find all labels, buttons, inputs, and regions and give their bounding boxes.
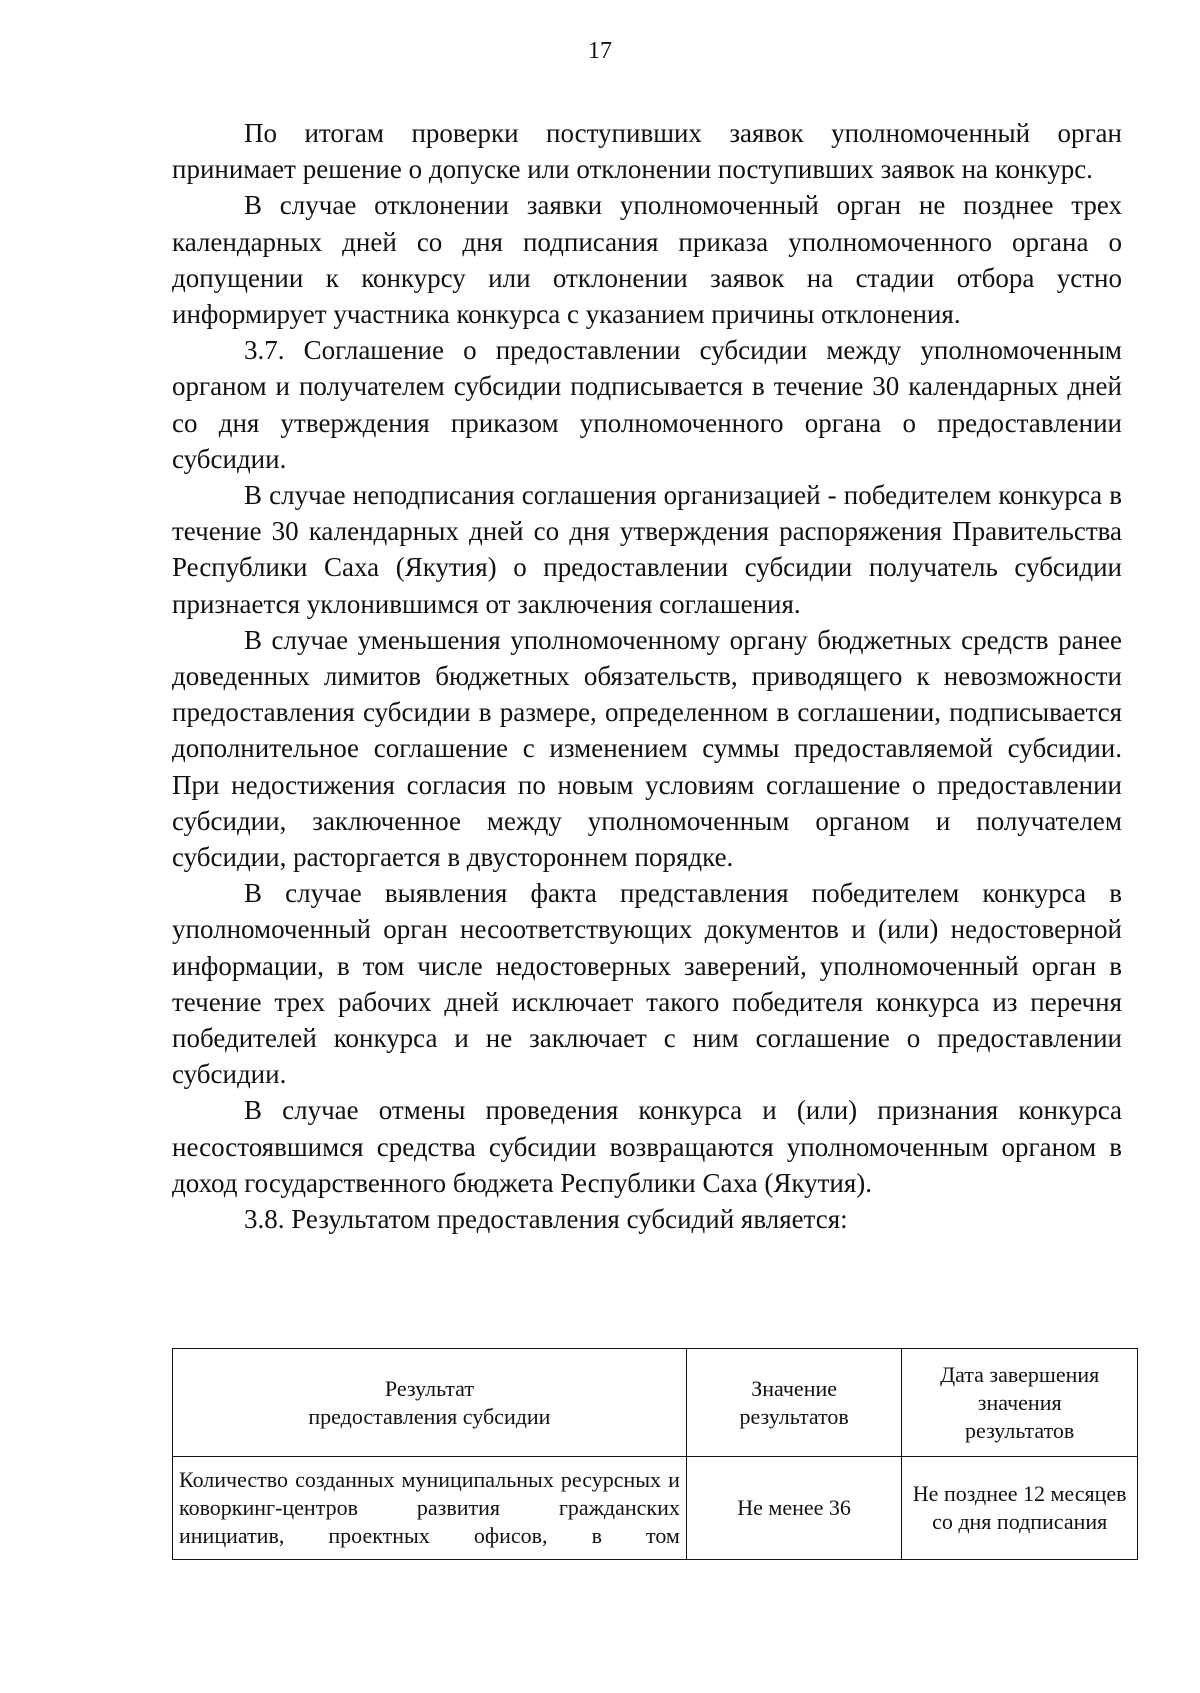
header-date-line: Дата завершения: [940, 1361, 1100, 1387]
paragraph: В случае отклонении заявки уполномоченный орган не позднее трех календарных дней со дня подписания приказа уполномоченного органа о допущении к конкурсу или отклонении заявок на стадии отбора устно информирует участника конкурса с указанием причины отклонения.: [172, 190, 1122, 330]
header-date: [902, 1349, 1138, 1457]
header-result-line: Результат: [384, 1375, 474, 1401]
header-result-line: предоставления субсидии: [308, 1403, 551, 1429]
paragraph: По итогам проверки поступивших заявок уполномоченный орган принимает решение о допуске или отклонении поступивших заявок на конкурс.: [172, 118, 1122, 185]
header-value-line: результатов: [739, 1403, 849, 1429]
table-row: [173, 1457, 1138, 1560]
paragraph: 3.8. Результатом предоставления субсидий является:: [244, 1204, 848, 1235]
header-value: [686, 1349, 902, 1457]
cell-result: Количество созданных муниципальных ресурсных и коворкинг-центров развития гражданских инициатив, проектных офисов, в том: [173, 1457, 687, 1560]
header-result: [173, 1349, 687, 1457]
cell-date: Не позднее 12 месяцев со дня подписания: [902, 1457, 1138, 1560]
paragraph: В случае отмены проведения конкурса и (или) признания конкурса несостоявшимся средства субсидии возвращаются уполномоченным органом в доход государственного бюджета Республики Саха (Якутия).: [172, 1095, 1122, 1198]
header-date-line: результатов: [965, 1417, 1075, 1443]
paragraph: 3.7. Соглашение о предоставлении субсидии между уполномоченным органом и получателем субсидии подписывается в течение 30 календарных дней со дня утверждения приказом уполномоченного органа о предоставлении субсидии.: [172, 335, 1122, 474]
document-body: [172, 115, 1122, 1237]
table-header-row: [173, 1349, 1138, 1457]
paragraph: В случае уменьшения уполномоченному органу бюджетных средств ранее доведенных лимитов бюджетных обязательств, приводящего к невозможности предоставления субсидии в размере, определенном в соглашении, подписывается дополнительное соглашение с изменением суммы предоставляемой субсидии. При недостижения согласия по новым условиям соглашение о предоставлении субсидии, заключенное между уполномоченным органом и получателем субсидии, расторгается в двустороннем порядке.: [172, 624, 1122, 873]
header-value-line: Значение: [751, 1375, 838, 1401]
page-number: 17: [588, 38, 612, 64]
results-table: [172, 1348, 1138, 1560]
cell-value: Не менее 36: [686, 1457, 902, 1560]
header-date-line: значения: [977, 1389, 1062, 1415]
paragraph: В случае неподписания соглашения организацией - победителем конкурса в течение 30 календарных дней со дня утверждения распоряжения Правительства Республики Саха (Якутия) о предоставлении субсидии получатель субсидии признается уклонившимся от заключения соглашения.: [172, 480, 1122, 619]
paragraph: В случае выявления факта представления победителем конкурса в уполномоченный орган несоответствующих документов и (или) недостоверной информации, в том числе недостоверных заверений, уполномоченный орган в течение трех рабочих дней исключает такого победителя конкурса из перечня победителей конкурса и не заключает с ним соглашение о предоставлении субсидии.: [172, 878, 1122, 1090]
